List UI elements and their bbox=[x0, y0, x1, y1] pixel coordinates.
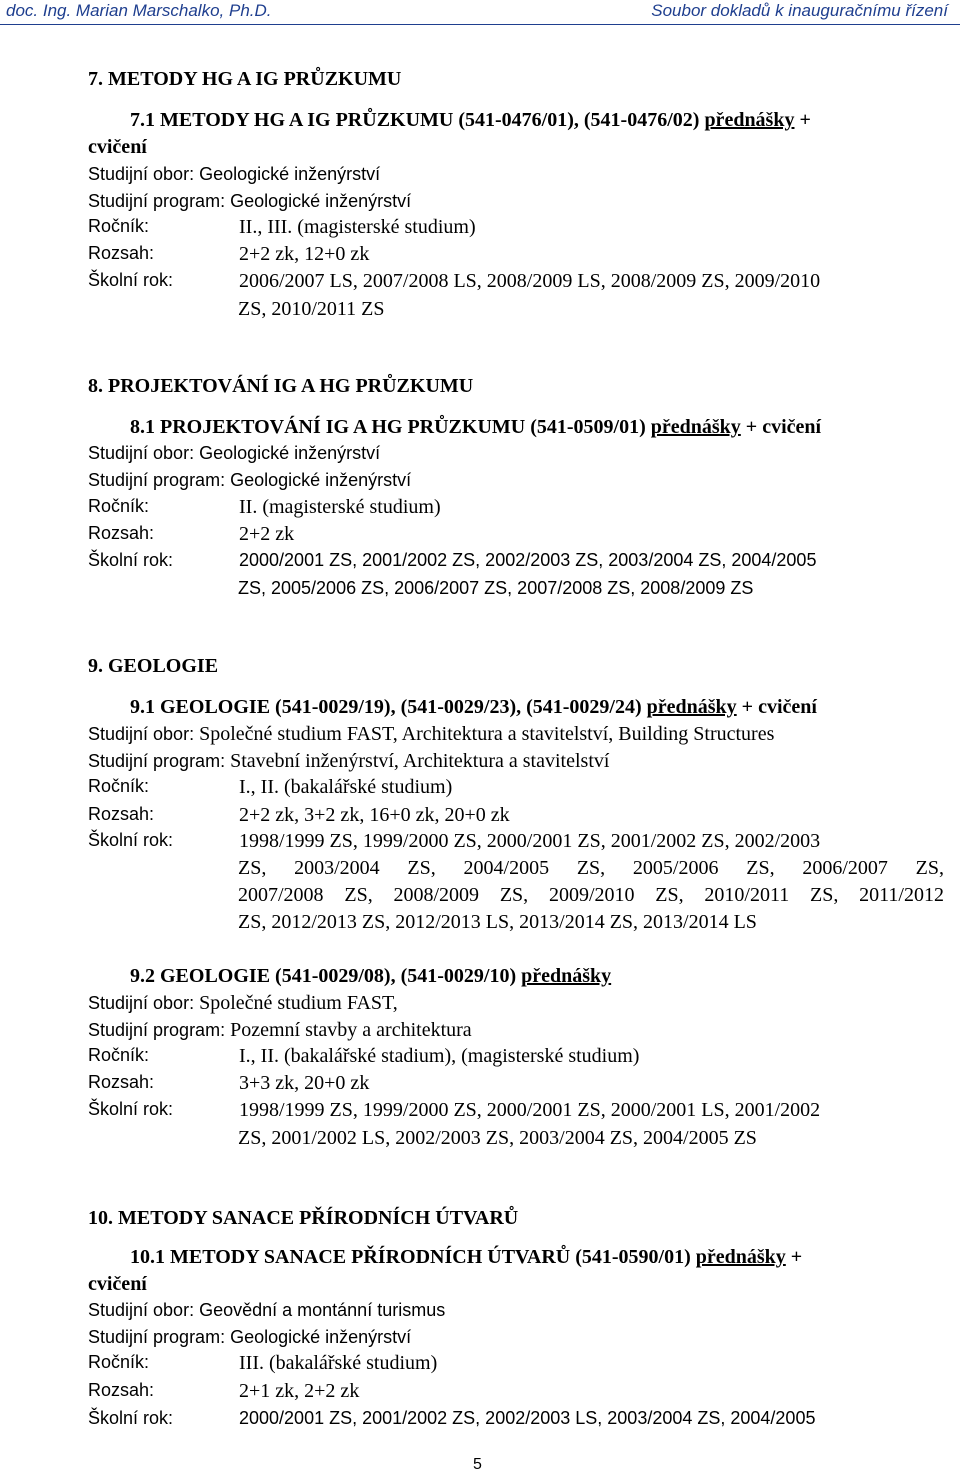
field-label: Studijní obor: bbox=[88, 724, 200, 744]
field-label: Studijní obor: bbox=[88, 993, 200, 1013]
subsection-title-suffix: + bbox=[785, 1246, 803, 1268]
row-value: II., III. (magisterské studium) bbox=[239, 216, 476, 238]
subsection-title-text: 7.1 METODY HG A IG PRŮZKUMU (541-0476/01), (541-0476/02) bbox=[130, 109, 705, 131]
field-value: Společné studium FAST, bbox=[199, 992, 398, 1014]
page-number: 5 bbox=[473, 1456, 482, 1473]
row-value: II. (magisterské studium) bbox=[239, 496, 441, 518]
row-value: I., II. (bakalářské stadium), (magisterské studium) bbox=[239, 1045, 640, 1067]
header-author: doc. Ing. Marian Marschalko, Ph.D. bbox=[6, 1, 272, 20]
row-value: 1998/1999 ZS, 1999/2000 ZS, 2000/2001 ZS, 2000/2001 LS, 2001/2002 bbox=[239, 1099, 821, 1121]
row-label: Rozsah: bbox=[88, 243, 155, 263]
row-label: Ročník: bbox=[88, 776, 150, 796]
row-value: 2+1 zk, 2+2 zk bbox=[239, 1380, 360, 1402]
subsection-title-underlined: přednášky bbox=[521, 965, 612, 987]
row-label: Rozsah: bbox=[88, 1072, 155, 1092]
section-10-title: 10. METODY SANACE PŘÍRODNÍCH ÚTVARŮ bbox=[88, 1207, 519, 1229]
subsection-title-text: 9.2 GEOLOGIE (541-0029/08), (541-0029/10) bbox=[130, 965, 522, 987]
field-label: Studijní program: bbox=[88, 1020, 231, 1040]
subsection-9-1-title bbox=[130, 696, 817, 719]
section-7-title: 7. METODY HG A IG PRŮZKUMU bbox=[88, 68, 402, 90]
study-program: Studijní program: Geologické inženýrství bbox=[88, 1327, 412, 1347]
subsection-title-suffix: + bbox=[794, 109, 811, 131]
study-program: Studijní program: Geologické inženýrství bbox=[88, 191, 412, 211]
field-label: Studijní program: bbox=[88, 751, 231, 771]
row-value: 2006/2007 LS, 2007/2008 LS, 2008/2009 LS, 2008/2009 ZS, 2009/2010 bbox=[239, 270, 821, 292]
study-field bbox=[88, 1300, 445, 1321]
subsection-title-underlined: přednášky bbox=[650, 416, 741, 438]
subsection-10-1-title bbox=[130, 1246, 802, 1269]
study-field: Studijní obor: Geologické inženýrství bbox=[88, 164, 381, 184]
row-label: Školní rok: bbox=[88, 270, 174, 290]
row-value: 2000/2001 ZS, 2001/2002 ZS, 2002/2003 ZS, 2003/2004 ZS, 2004/2005 bbox=[239, 550, 817, 570]
row-value-cont: ZS, 2012/2013 ZS, 2012/2013 LS, 2013/2014 ZS, 2013/2014 LS bbox=[238, 911, 757, 933]
subsection-7-1-title bbox=[130, 109, 811, 132]
row-value: 2000/2001 ZS, 2001/2002 ZS, 2002/2003 LS, 2003/2004 ZS, 2004/2005 bbox=[239, 1408, 816, 1428]
row-value-cont: ZS, 2001/2002 LS, 2002/2003 ZS, 2003/2004 ZS, 2004/2005 ZS bbox=[238, 1127, 757, 1149]
subsection-title-suffix: + cvičení bbox=[736, 696, 817, 718]
row-label: Rozsah: bbox=[88, 523, 155, 543]
field-value: Společné studium FAST, Architektura a stavitelství, Building Structures bbox=[199, 723, 775, 745]
row-value-cont: ZS, 2005/2006 ZS, 2006/2007 ZS, 2007/2008 ZS, 2008/2009 ZS bbox=[238, 578, 754, 598]
study-program bbox=[88, 1019, 472, 1042]
row-value-cont: ZS, 2003/2004 ZS, 2004/2005 ZS, 2005/2006 ZS, 2006/2007 ZS, bbox=[238, 857, 944, 879]
page-header bbox=[0, 0, 960, 26]
row-value: 2+2 zk, 3+2 zk, 16+0 zk, 20+0 zk bbox=[239, 804, 510, 826]
row-label: Školní rok: bbox=[88, 1099, 174, 1119]
subsection-title-underlined: přednášky bbox=[695, 1246, 786, 1268]
header-doc-title: Soubor dokladů k inauguračnímu řízení bbox=[651, 1, 948, 20]
study-field: Studijní obor: Geologické inženýrství bbox=[88, 443, 381, 463]
subsection-title-text: 9.1 GEOLOGIE (541-0029/19), (541-0029/23), (541-0029/24) bbox=[130, 696, 647, 718]
row-label: Školní rok: bbox=[88, 1408, 174, 1428]
subsection-10-1-title-cont: cvičení bbox=[88, 1273, 147, 1295]
row-label: Rozsah: bbox=[88, 1380, 155, 1400]
subsection-title-underlined: přednášky bbox=[704, 109, 795, 131]
field-value: Stavební inženýrství, Architektura a stavitelství bbox=[230, 750, 610, 772]
section-8-title: 8. PROJEKTOVÁNÍ IG A HG PRŮZKUMU bbox=[88, 375, 474, 397]
row-label: Ročník: bbox=[88, 1352, 150, 1372]
subsection-title-underlined: přednášky bbox=[646, 696, 737, 718]
study-program bbox=[88, 750, 609, 773]
row-label: Ročník: bbox=[88, 216, 150, 236]
study-field bbox=[88, 992, 398, 1015]
row-label: Školní rok: bbox=[88, 830, 174, 850]
row-value: III. (bakalářské studium) bbox=[239, 1352, 438, 1374]
field-value: Geovědní a montánní turismus bbox=[199, 1300, 446, 1320]
subsection-9-2-title bbox=[130, 965, 611, 988]
row-value: 2+2 zk bbox=[239, 523, 295, 545]
section-9-title: 9. GEOLOGIE bbox=[88, 655, 219, 677]
subsection-title-suffix: + cvičení bbox=[740, 416, 822, 438]
row-value: 2+2 zk, 12+0 zk bbox=[239, 243, 370, 265]
subsection-8-1-title bbox=[130, 416, 821, 439]
row-value: I., II. (bakalářské studium) bbox=[239, 776, 453, 798]
row-label: Školní rok: bbox=[88, 550, 174, 570]
study-program: Studijní program: Geologické inženýrství bbox=[88, 470, 412, 490]
row-value-cont: 2007/2008 ZS, 2008/2009 ZS, 2009/2010 ZS, 2010/2011 ZS, 2011/2012 bbox=[238, 884, 944, 906]
row-label: Ročník: bbox=[88, 496, 150, 516]
row-value: 3+3 zk, 20+0 zk bbox=[239, 1072, 370, 1094]
study-field bbox=[88, 723, 774, 746]
subsection-title-text: 10.1 METODY SANACE PŘÍRODNÍCH ÚTVARŮ (541-0590/01) bbox=[130, 1246, 696, 1268]
subsection-7-1-title-cont: cvičení bbox=[88, 136, 147, 158]
row-value: 1998/1999 ZS, 1999/2000 ZS, 2000/2001 ZS, 2001/2002 ZS, 2002/2003 bbox=[239, 830, 821, 852]
row-label: Rozsah: bbox=[88, 804, 155, 824]
row-value-cont: ZS, 2010/2011 ZS bbox=[238, 298, 385, 320]
row-label: Ročník: bbox=[88, 1045, 150, 1065]
subsection-title-text: 8.1 PROJEKTOVÁNÍ IG A HG PRŮZKUMU (541-0509/01) bbox=[130, 416, 651, 438]
field-label: Studijní obor: bbox=[88, 1300, 200, 1320]
field-value: Pozemní stavby a architektura bbox=[230, 1019, 472, 1041]
header-rule bbox=[0, 24, 960, 25]
